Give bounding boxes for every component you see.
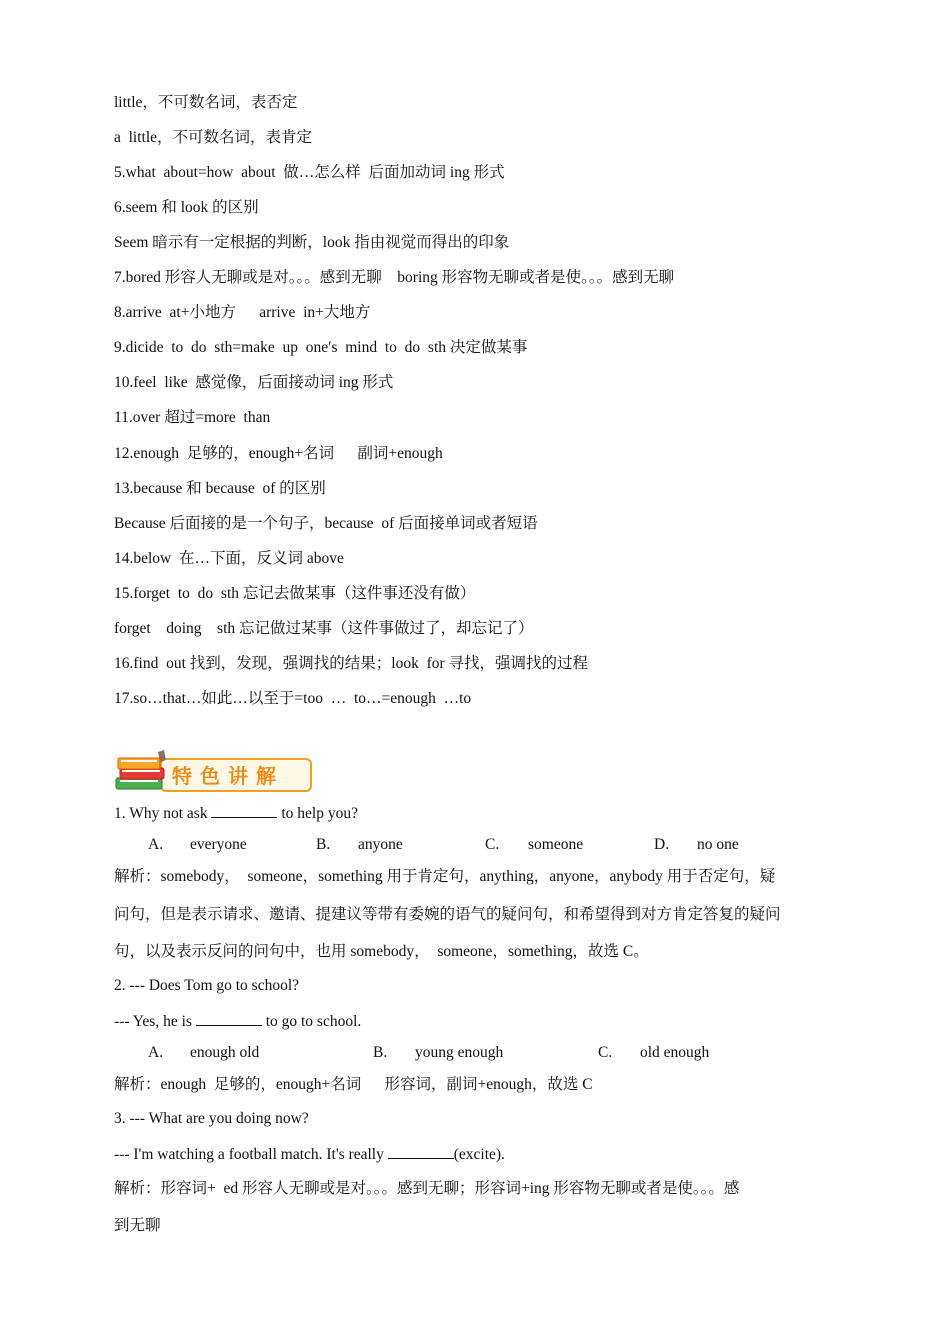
question-2-answer-line bbox=[114, 1011, 361, 1032]
books-icon bbox=[112, 748, 172, 796]
option-text: no one bbox=[697, 836, 739, 853]
answer-blank bbox=[211, 803, 277, 818]
analysis-line: 解析：形容词+ ed 形容人无聊或是对。。。感到无聊；形容词+ing 形容物无聊或者是使。。。感 bbox=[114, 1180, 740, 1197]
analysis-line: 到无聊 bbox=[114, 1217, 161, 1234]
analysis-line: 句，以及表示反问的问句中，也用 somebody， someone，something，故选 C。 bbox=[114, 943, 649, 960]
note-line: 13.because 和 because of 的区别 bbox=[114, 480, 326, 497]
option-letter: A. bbox=[148, 836, 164, 853]
note-line: little，不可数名词，表否定 bbox=[114, 94, 298, 111]
option-letter: C. bbox=[485, 836, 500, 853]
question-1-pre: 1. Why not ask bbox=[114, 805, 212, 822]
answer-blank bbox=[388, 1144, 454, 1159]
note-line: a little，不可数名词，表肯定 bbox=[114, 129, 313, 146]
note-line: 15.forget to do sth 忘记去做某事（这件事还没有做） bbox=[114, 585, 476, 602]
question-2-pre: --- Yes, he is bbox=[114, 1013, 196, 1030]
analysis-line: 问句，但是表示请求、邀请、提建议等带有委婉的语气的疑问句，和希望得到对方肯定答复的疑问 bbox=[114, 906, 781, 923]
option-text: enough old bbox=[190, 1044, 260, 1061]
note-line: 9.dicide to do sth=make up one′s mind to do sth 决定做某事 bbox=[114, 339, 528, 356]
note-line: Because 后面接的是一个句子，because of 后面接单词或者短语 bbox=[114, 515, 538, 532]
option-letter: B. bbox=[373, 1044, 388, 1061]
note-line: 17.so…that…如此…以至于=too … to…=enough …to bbox=[114, 690, 472, 707]
option-letter: B. bbox=[316, 836, 331, 853]
note-line: 14.below 在…下面，反义词 above bbox=[114, 550, 344, 567]
option-text: young enough bbox=[415, 1044, 504, 1061]
question-2-post: to go to school. bbox=[261, 1013, 362, 1030]
question-1-post: to help you? bbox=[277, 805, 358, 822]
question-3-pre: --- I'm watching a football match. It's really bbox=[114, 1146, 388, 1163]
note-line: 12.enough 足够的，enough+名词 副词+enough bbox=[114, 445, 443, 462]
analysis-line: 解析：enough 足够的，enough+名词 形容词，副词+enough，故选 C bbox=[114, 1076, 593, 1093]
option-text: old enough bbox=[640, 1044, 710, 1061]
note-line: 5.what about=how about 做…怎么样 后面加动词 ing 形式 bbox=[114, 164, 505, 181]
answer-blank bbox=[196, 1011, 262, 1026]
section-banner bbox=[112, 748, 312, 796]
note-line: 16.find out 找到，发现，强调找的结果；look for 寻找，强调找的过程 bbox=[114, 655, 589, 672]
note-line: 7.bored 形容人无聊或是对。。。感到无聊 boring 形容物无聊或者是使。。。感到无聊 bbox=[114, 269, 675, 286]
question-3-post: (excite). bbox=[453, 1146, 505, 1163]
question-3: 3. --- What are you doing now? bbox=[114, 1110, 309, 1127]
option-letter: D. bbox=[654, 836, 670, 853]
note-line: 8.arrive at+小地方 arrive in+大地方 bbox=[114, 304, 371, 321]
option-letter: C. bbox=[598, 1044, 613, 1061]
analysis-line: 解析：somebody， someone，something 用于肯定句，anything，anyone，anybody 用于否定句，疑 bbox=[114, 868, 776, 885]
option-text: everyone bbox=[190, 836, 247, 853]
note-line: 10.feel like 感觉像，后面接动词 ing 形式 bbox=[114, 374, 394, 391]
option-text: anyone bbox=[358, 836, 403, 853]
note-line: forget doing sth 忘记做过某事（这件事做过了，却忘记了） bbox=[114, 620, 534, 637]
option-text: someone bbox=[528, 836, 584, 853]
note-line: Seem 暗示有一定根据的判断，look 指由视觉而得出的印象 bbox=[114, 234, 510, 251]
question-3-answer-line bbox=[114, 1144, 505, 1165]
note-line: 6.seem 和 look 的区别 bbox=[114, 199, 259, 216]
question-2: 2. --- Does Tom go to school? bbox=[114, 977, 300, 994]
option-letter: A. bbox=[148, 1044, 164, 1061]
banner-title: 特色讲解 bbox=[172, 764, 284, 788]
question-1 bbox=[114, 803, 358, 824]
note-line: 11.over 超过=more than bbox=[114, 409, 271, 426]
